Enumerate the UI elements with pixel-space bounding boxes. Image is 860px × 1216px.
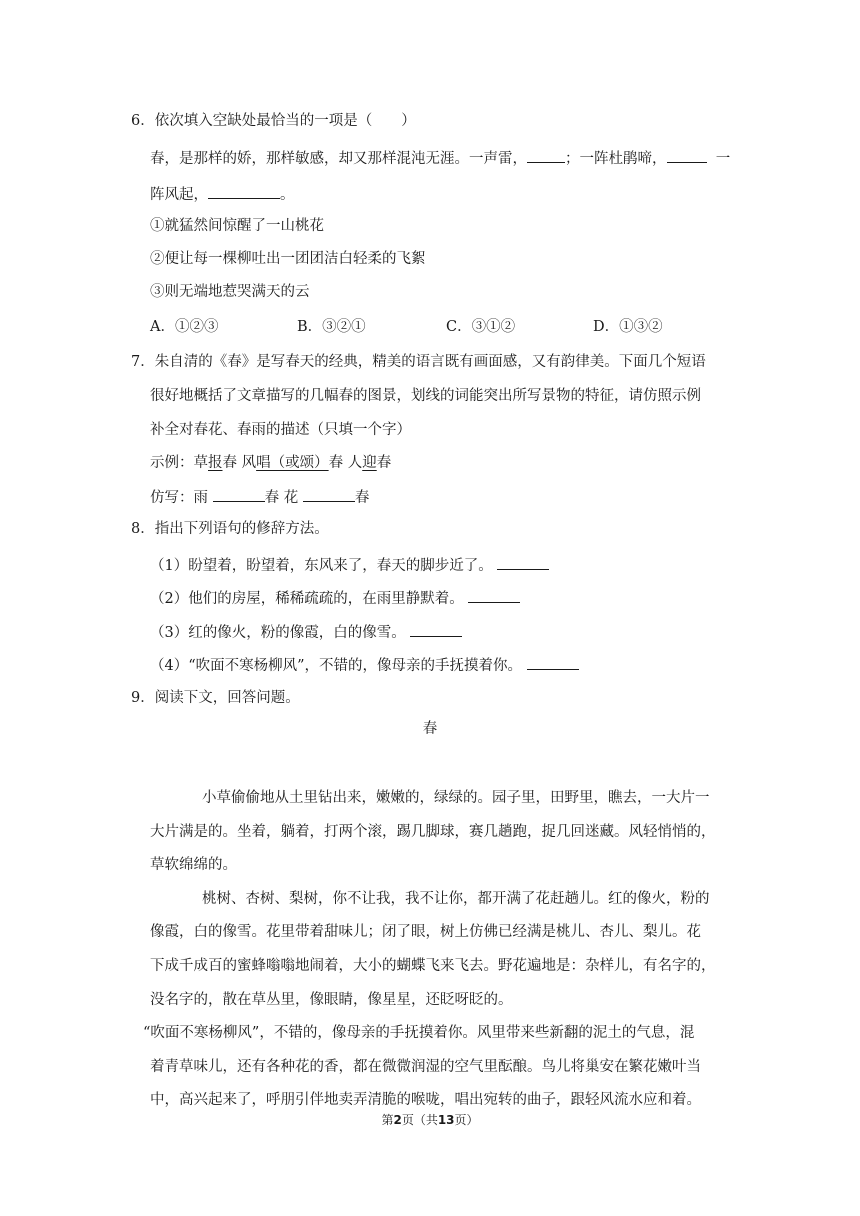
q7-imitation-text: 春 xyxy=(354,490,370,506)
q7-stem-line-2: 很好地概括了文章描写的几幅春的图景，划线的词能突出所写景物的特征，请仿照示例 xyxy=(150,388,701,404)
q8-item-text: （1）盼望着，盼望着，东风来了，春天的脚步近了。 xyxy=(150,558,498,574)
answer-blank[interactable] xyxy=(527,148,565,163)
q9-stem: 9．阅读下文，回答问题。 xyxy=(131,690,300,706)
total-pages: 13 xyxy=(437,1113,455,1127)
q7-stem-line-1: 7．朱自清的《春》是写春天的经典，精美的语言既有画面感，又有韵律美。下面几个短语 xyxy=(131,354,706,370)
passage-p3-line-3: 中，高兴起来了，呼朋引伴地卖弄清脆的喉咙，唱出宛转的曲子，跟轻风流水应和着。 xyxy=(150,1092,701,1108)
answer-blank[interactable] xyxy=(410,622,462,637)
q6-text: 春，是那样的娇，那样敏感，却又那样混沌无涯。一声雷， xyxy=(150,151,527,167)
q6-item-1: ①就猛然间惊醒了一山桃花 xyxy=(150,218,324,234)
q6-text: 阵风起， xyxy=(150,187,208,203)
q6-passage-line-1 xyxy=(150,148,730,168)
q8-item-4 xyxy=(150,655,579,675)
q6-stem: 6．依次填入空缺处最恰当的一项是（ ） xyxy=(131,113,416,129)
q7-example xyxy=(150,454,391,472)
q7-example-label: 示例：草 xyxy=(150,455,208,471)
q8-item-3 xyxy=(150,622,462,642)
q8-item-text: （2）他们的房屋，稀稀疏疏的，在雨里静默着。 xyxy=(150,591,469,607)
q8-stem: 8．指出下列语句的修辞方法。 xyxy=(131,521,329,537)
passage-p2-line-2: 像霞，白的像雪。花里带着甜味儿；闭了眼，树上仿佛已经满是桃儿、杏儿、梨儿。花 xyxy=(150,924,701,940)
passage-p3-line-1: “吹面不寒杨柳风”，不错的，像母亲的手抚摸着你。风里带来些新翻的泥土的气息，混 xyxy=(143,1025,695,1041)
q6-item-2: ②便让每一棵柳吐出一团团洁白轻柔的飞絮 xyxy=(150,251,426,267)
q8-item-text: （3）红的像火，粉的像霞，白的像雪。 xyxy=(150,625,411,641)
q7-imitation-text: 春 花 xyxy=(264,490,303,506)
footer-text: 第 xyxy=(381,1113,394,1127)
q6-text: 一 xyxy=(715,151,731,167)
passage-p1-line-3: 草软绵绵的。 xyxy=(150,857,237,873)
q7-example-text: 春 xyxy=(376,455,392,471)
q6-passage-line-2 xyxy=(150,184,295,204)
footer-text: 页（共 xyxy=(401,1113,438,1127)
q6-item-3: ③则无端地惹哭满天的云 xyxy=(150,284,310,300)
answer-blank[interactable] xyxy=(497,555,549,570)
q7-stem-line-3: 补全对春花、春雨的描述（只填一个字） xyxy=(150,422,411,438)
passage-title: 春 xyxy=(422,721,438,737)
q8-item-text: （4）“吹面不寒杨柳风”，不错的，像母亲的手抚摸着你。 xyxy=(150,658,527,674)
q7-example-word: 唱（或颂） xyxy=(256,455,329,471)
q7-example-word: 报 xyxy=(208,455,223,471)
q7-imitation-text: 仿写：雨 xyxy=(150,490,213,506)
q7-example-text: 春 风 xyxy=(222,455,257,471)
q6-option-a[interactable]: A．①②③ xyxy=(150,319,219,335)
page-number xyxy=(0,1112,860,1128)
answer-blank[interactable] xyxy=(303,487,355,502)
passage-p2-line-4: 没名字的，散在草丛里，像眼睛，像星星，还眨呀眨的。 xyxy=(150,992,513,1008)
answer-blank[interactable] xyxy=(667,148,707,163)
q8-item-2 xyxy=(150,588,520,608)
answer-blank[interactable] xyxy=(213,487,265,502)
q7-example-word: 迎 xyxy=(362,455,377,471)
passage-p2-line-1: 桃树、杏树、梨树，你不让我，我不让你，都开满了花赶趟儿。红的像火，粉的 xyxy=(202,891,710,907)
q7-imitation xyxy=(150,487,369,507)
q6-text: 。 xyxy=(280,187,295,203)
answer-blank[interactable] xyxy=(527,655,579,670)
q7-example-text: 春 人 xyxy=(328,455,363,471)
q6-option-d[interactable]: D．①③② xyxy=(593,319,663,335)
passage-p1-line-2: 大片满是的。坐着，躺着，打两个滚，踢几脚球，赛几趟跑，捉几回迷藏。风轻悄悄的， xyxy=(150,824,716,840)
q6-option-c[interactable]: C．③①② xyxy=(446,319,516,335)
current-page: 2 xyxy=(393,1113,402,1127)
passage-p3-line-2: 着青草味儿，还有各种花的香，都在微微润湿的空气里酝酿。鸟儿将巢安在繁花嫩叶当 xyxy=(150,1059,701,1075)
answer-blank[interactable] xyxy=(468,588,520,603)
footer-text: 页） xyxy=(454,1113,479,1127)
passage-p2-line-3: 下成千成百的蜜蜂嗡嗡地闹着，大小的蝴蝶飞来飞去。野花遍地是：杂样儿，有名字的， xyxy=(150,958,716,974)
q6-option-b[interactable]: B．③②① xyxy=(297,319,366,335)
passage-p1-line-1: 小草偷偷地从土里钻出来，嫩嫩的，绿绿的。园子里，田野里，瞧去，一大片一 xyxy=(202,790,710,806)
q6-text: ；一阵杜鹃啼， xyxy=(565,151,667,167)
q8-item-1 xyxy=(150,555,549,575)
answer-blank[interactable] xyxy=(208,184,280,199)
